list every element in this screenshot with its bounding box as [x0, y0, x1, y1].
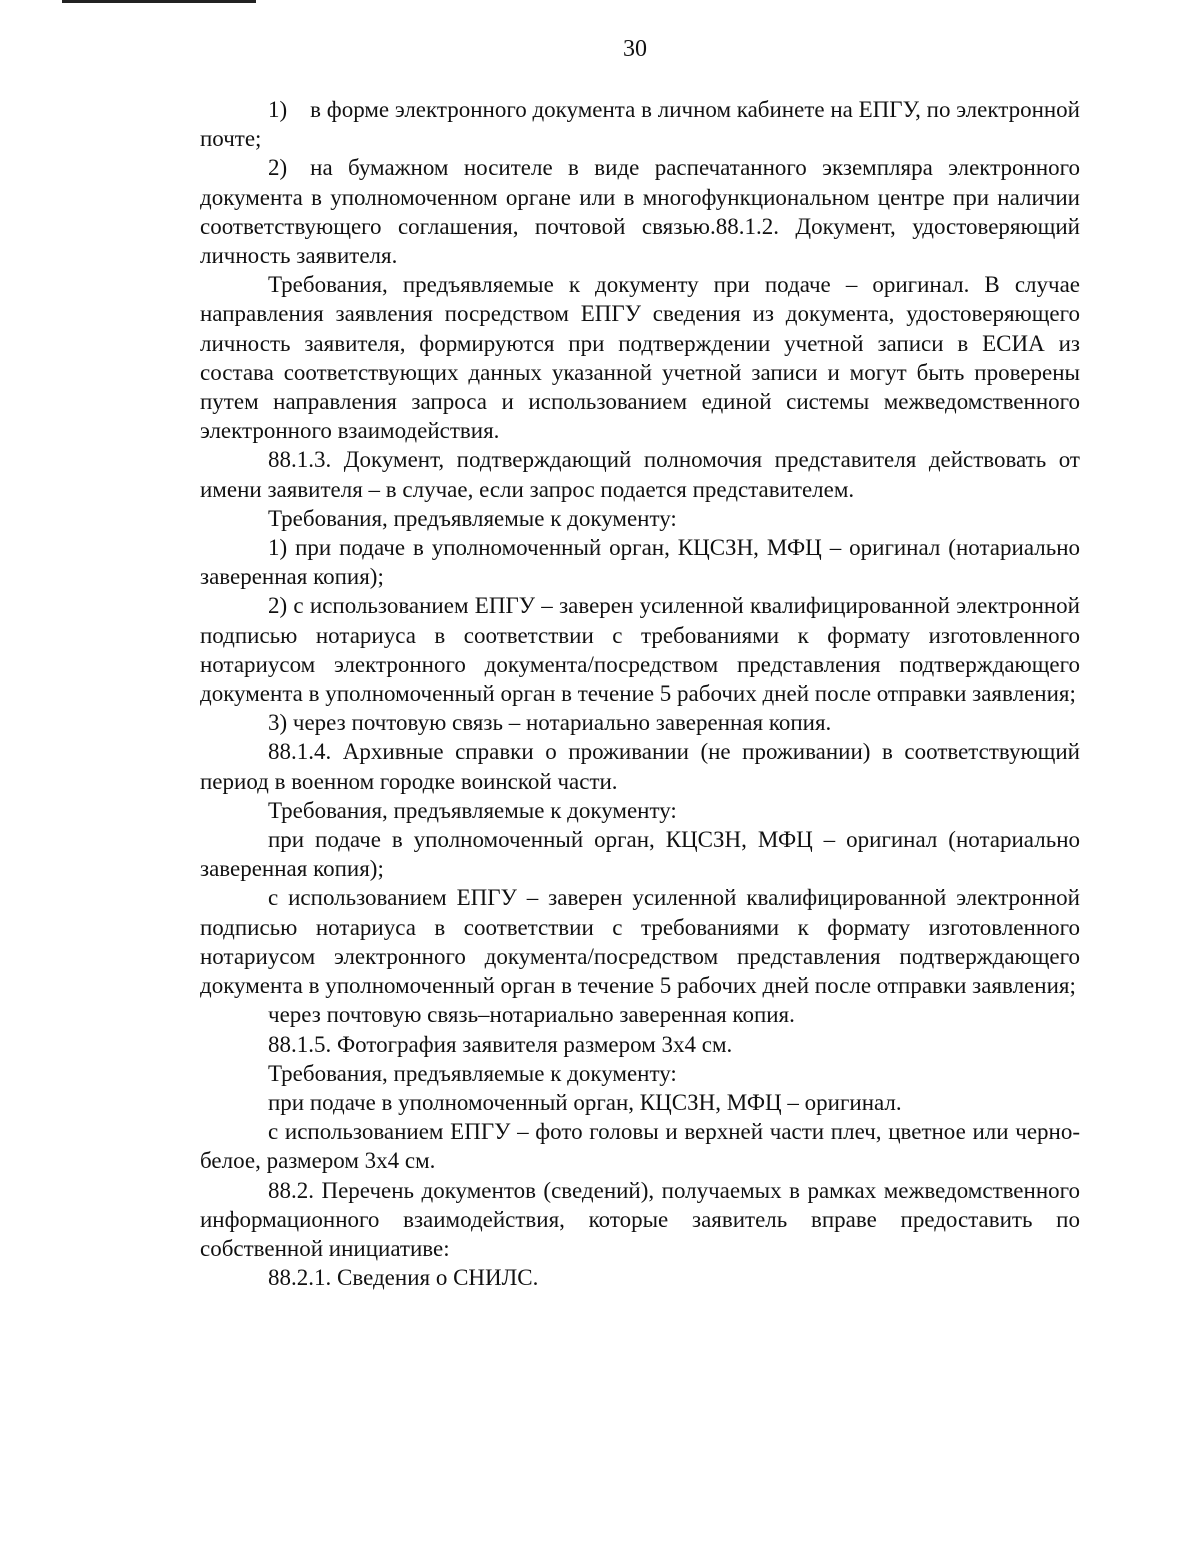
- paragraph-requirements-heading: Требования, предъявляемые к документу:: [268, 797, 677, 823]
- paragraph-88-2: 88.2. Перечень документов (сведений), получаемых в рамках межведомственного информационного взаимодействия, которые заявитель вправе предоставить по собственной инициативе:: [200, 1177, 1080, 1261]
- paragraph-88-1-5: 88.1.5. Фотография заявителя размером 3х4 см.: [268, 1031, 733, 1057]
- paragraph-requirements-heading: Требования, предъявляемые к документу:: [268, 505, 677, 531]
- top-rule: [62, 0, 256, 3]
- paragraph-88-2-1: 88.2.1. Сведения о СНИЛС.: [268, 1265, 539, 1291]
- document-body: [200, 95, 1080, 1292]
- paragraph-delivery-electronic: 1) в форме электронного документа в личном кабинете на ЕПГУ, по электронной почте;: [200, 97, 1080, 152]
- paragraph-88-1-4: 88.1.4. Архивные справки о проживании (не проживании) в соответствующий период в военном городке воинской части.: [200, 739, 1080, 794]
- paragraph-list-item: 1) при подаче в уполномоченный орган, КЦСЗН, МФЦ – оригинал (нотариально заверенная копия);: [200, 535, 1080, 590]
- paragraph-requirements-heading: Требования, предъявляемые к документу:: [268, 1060, 677, 1086]
- paragraph-list-item: при подаче в уполномоченный орган, КЦСЗН, МФЦ – оригинал.: [268, 1089, 902, 1115]
- paragraph-list-item: с использованием ЕПГУ – заверен усиленной квалифицированной электронной подписью нотариуса в соответствии с требованиями к формату изготовленного нотариусом электронного документа/посредством представления подтверждающего документа в уполномоченный орган в течение 5 рабочих дней после отправки заявления;: [200, 885, 1080, 999]
- page-number: 30: [623, 36, 647, 62]
- paragraph-delivery-paper: 2) на бумажном носителе в виде распечатанного экземпляра электронного документа в уполномоченном органе или в многофункциональном центре при наличии соответствующего соглашения, почтовой связью.88.1.2. Документ, удостоверяющий личность заявителя.: [200, 155, 1080, 269]
- paragraph-list-item: 2) с использованием ЕПГУ – заверен усиленной квалифицированной электронной подписью нотариуса в соответствии с требованиями к формату изготовленного нотариусом электронного документа/посредством представления подтверждающего документа в уполномоченный орган в течение 5 рабочих дней после отправки заявления;: [200, 593, 1080, 707]
- paragraph-list-item: через почтовую связь–нотариально заверенная копия.: [268, 1002, 795, 1028]
- paragraph-list-item: 3) через почтовую связь – нотариально заверенная копия.: [268, 710, 832, 736]
- paragraph-88-1-3: 88.1.3. Документ, подтверждающий полномочия представителя действовать от имени заявителя – в случае, если запрос подается представителем.: [200, 447, 1080, 502]
- paragraph-list-item: при подаче в уполномоченный орган, КЦСЗН, МФЦ – оригинал (нотариально заверенная копия);: [200, 827, 1080, 882]
- paragraph-list-item: с использованием ЕПГУ – фото головы и верхней части плеч, цветное или черно-белое, размером 3х4 см.: [200, 1119, 1080, 1174]
- paragraph-identity-requirements: Требования, предъявляемые к документу при подаче – оригинал. В случае направления заявления посредством ЕПГУ сведения из документа, удостоверяющего личность заявителя, формируются при подтверждении учетной записи в ЕСИА из состава соответствующих данных указанной учетной записи и могут быть проверены путем направления запроса и использованием единой системы межведомственного электронного взаимодействия.: [200, 272, 1080, 444]
